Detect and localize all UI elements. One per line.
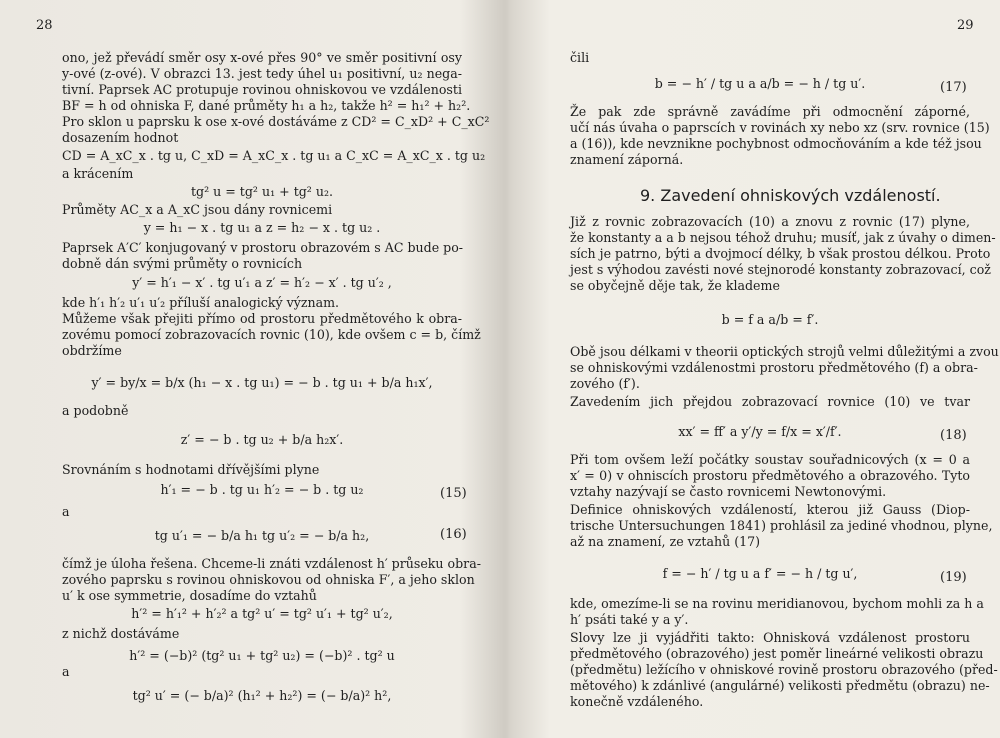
text-line: xx′ = ff′ a y′/y = f/x = x′/f′. <box>678 424 842 439</box>
text-line: BF = h od ohniska F, dané průměty h₁ a h₂, takže h² = h₁² + h₂². <box>62 98 471 113</box>
text-line: Že pak zde správně zavádíme při odmocnění záporné, <box>570 104 970 119</box>
text-line: sích je patrno, býti a dvojmocí délky, b však prostou délkou. Proto <box>570 246 991 261</box>
text-line: z nichž dostáváme <box>62 626 180 641</box>
text-line: že konstanty a a b nejsou téhož druhu; musíť, jak z úvahy o dimen- <box>570 230 996 245</box>
page-number: 28 <box>36 18 53 33</box>
text-line: jest s výhodou zavésti nové stejnorodé konstanty zobrazovací, což <box>570 262 991 277</box>
text-line: zovému pomocí zobrazovacích rovnic (10), kde ovšem c = b, čímž <box>62 327 481 342</box>
text-line: CD = A_xC_x . tg u, C_xD = A_xC_x . tg u₁ a C_xC = A_xC_x . tg u₂ <box>62 148 486 163</box>
text-line: z′ = − b . tg u₂ + b/a h₂x′. <box>180 432 344 447</box>
equation-number: (15) <box>440 486 467 501</box>
text-line: tg² u′ = (− b/a)² (h₁² + h₂²) = (− b/a)² h², <box>132 688 392 703</box>
text-line: trische Untersuchungen 1841) prohlásil za jediné vhodnou, plyne, <box>570 518 993 533</box>
text-line: h′² = h′₁² + h′₂² a tg² u′ = tg² u′₁ + tg² u′₂, <box>131 606 393 621</box>
text-line: a (16)), kde nevznikne pochybnost odmocňováním a kde též jsou <box>570 136 982 151</box>
text-line: až na znamení, ze vztahů (17) <box>570 534 761 549</box>
text-line: vztahy nazývají se často rovnicemi Newtonovými. <box>570 484 887 499</box>
text-line: se ohniskovými vzdálenostmi prostoru předmětového (f) a obra- <box>570 360 978 375</box>
text-line: tg u′₁ = − b/a h₁ tg u′₂ = − b/a h₂, <box>154 528 370 543</box>
text-line: Můžeme však přejiti přímo od prostoru předmětového k obra- <box>62 311 462 326</box>
text-line: mětového) k zdánlivé (angulárné) velikosti předmětu (obrazu) ne- <box>570 678 990 693</box>
text-line: obdržíme <box>62 343 122 358</box>
right-page <box>520 0 1000 738</box>
text-line: učí nás úvaha o paprscích v rovinách xy nebo xz (srv. rovnice (15) <box>570 120 990 135</box>
text-line: h′ psáti také y a y′. <box>570 612 689 627</box>
text-line: zového (f′). <box>570 376 640 391</box>
text-line: y′ = by/x = b/x (h₁ − x . tg u₁) = − b . tg u₁ + b/a h₁x′, <box>91 375 433 390</box>
text-line: Průměty AC_x a A_xC jsou dány rovnicemi <box>62 202 333 217</box>
text-line: konečně vzdáleného. <box>570 694 704 709</box>
text-line: h′² = (−b)² (tg² u₁ + tg² u₂) = (−b)² . tg² u <box>129 648 395 663</box>
text-line: se obyčejně děje tak, že klademe <box>570 278 780 293</box>
text-line: zového paprsku s rovinou ohniskovou od ohniska F′, a jeho sklon <box>62 572 475 587</box>
equation-number: (16) <box>440 527 467 542</box>
text-line: Již z rovnic zobrazovacích (10) a znovu z rovnic (17) plyne, <box>570 214 970 229</box>
text-line: y = h₁ − x . tg u₁ a z = h₂ − x . tg u₂ . <box>143 220 381 235</box>
text-line: Slovy lze ji vyjádřiti takto: Ohnisková vzdálenost prostoru <box>570 630 970 645</box>
text-line: (předmětu) ležícího v ohniskové rovině prostoru obrazového (před- <box>570 662 998 677</box>
text-line: y-ové (z-ové). V obrazci 13. jest tedy úhel u₁ positivní, u₂ nega- <box>62 66 462 81</box>
text-line: y′ = h′₁ − x′ . tg u′₁ a z′ = h′₂ − x′ . tg u′₂ , <box>132 275 392 290</box>
text-line: u′ k ose symmetrie, dosadíme do vztahů <box>62 588 317 603</box>
text-line: předmětového (obrazového) jest poměr lineárné velikosti obrazu <box>570 646 984 661</box>
text-line: čímž je úloha řešena. Chceme-li znáti vzdálenost h′ průseku obra- <box>62 556 481 571</box>
text-line: Při tom ovšem leží počátky soustav souřadnicových (x = 0 a <box>570 452 970 467</box>
text-line: a krácením <box>62 166 134 181</box>
text-line: f = − h′ / tg u a f′ = − h / tg u′, <box>662 566 858 581</box>
text-line: b = − h′ / tg u a a/b = − h / tg u′. <box>654 76 866 91</box>
text-line: tivní. Paprsek AC protupuje rovinou ohniskovou ve vzdálenosti <box>62 82 462 97</box>
text-line: Zavedením jich přejdou zobrazovací rovnice (10) ve tvar <box>570 394 970 409</box>
text-line: Paprsek A′C′ konjugovaný v prostoru obrazovém s AC bude po- <box>62 240 464 255</box>
text-line: a <box>62 504 70 519</box>
section-heading: 9. Zavedení ohniskových vzdáleností. <box>640 186 941 205</box>
text-line: b = f a a/b = f′. <box>721 312 819 327</box>
equation-number: (19) <box>940 570 967 585</box>
equation-number: (17) <box>940 80 967 95</box>
text-line: x′ = 0) v ohniscích prostoru předmětového a obrazového. Tyto <box>570 468 970 483</box>
text-line: znamení záporná. <box>570 152 684 167</box>
equation-number: (18) <box>940 428 967 443</box>
text-line: Obě jsou délkami v theorii optických strojů velmi důležitými a zvou <box>570 344 999 359</box>
text-line: Srovnáním s hodnotami dřívějšími plyne <box>62 462 320 477</box>
text-line: kde, omezíme-li se na rovinu meridianovou, bychom mohli za h a <box>570 596 984 611</box>
text-line: čili <box>570 50 590 65</box>
text-line: Pro sklon u paprsku k ose x-ové dostáváme z CD² = C_xD² + C_xC² <box>62 114 490 129</box>
text-line: tg² u = tg² u₁ + tg² u₂. <box>190 184 334 199</box>
text-line: a podobně <box>62 403 129 418</box>
text-line: dobně dán svými průměty o rovnicích <box>62 256 303 271</box>
text-line: kde h′₁ h′₂ u′₁ u′₂ příluší analogický význam. <box>62 295 340 310</box>
text-line: dosazením hodnot <box>62 130 179 145</box>
page-number: 29 <box>957 18 974 33</box>
text-line: h′₁ = − b . tg u₁ h′₂ = − b . tg u₂ <box>160 482 364 497</box>
text-line: a <box>62 664 70 679</box>
text-line: Definice ohniskových vzdáleností, kterou již Gauss (Diop- <box>570 502 970 517</box>
text-line: ono, jež převádí směr osy x-ové přes 90° ve směr positivní osy <box>62 50 462 65</box>
